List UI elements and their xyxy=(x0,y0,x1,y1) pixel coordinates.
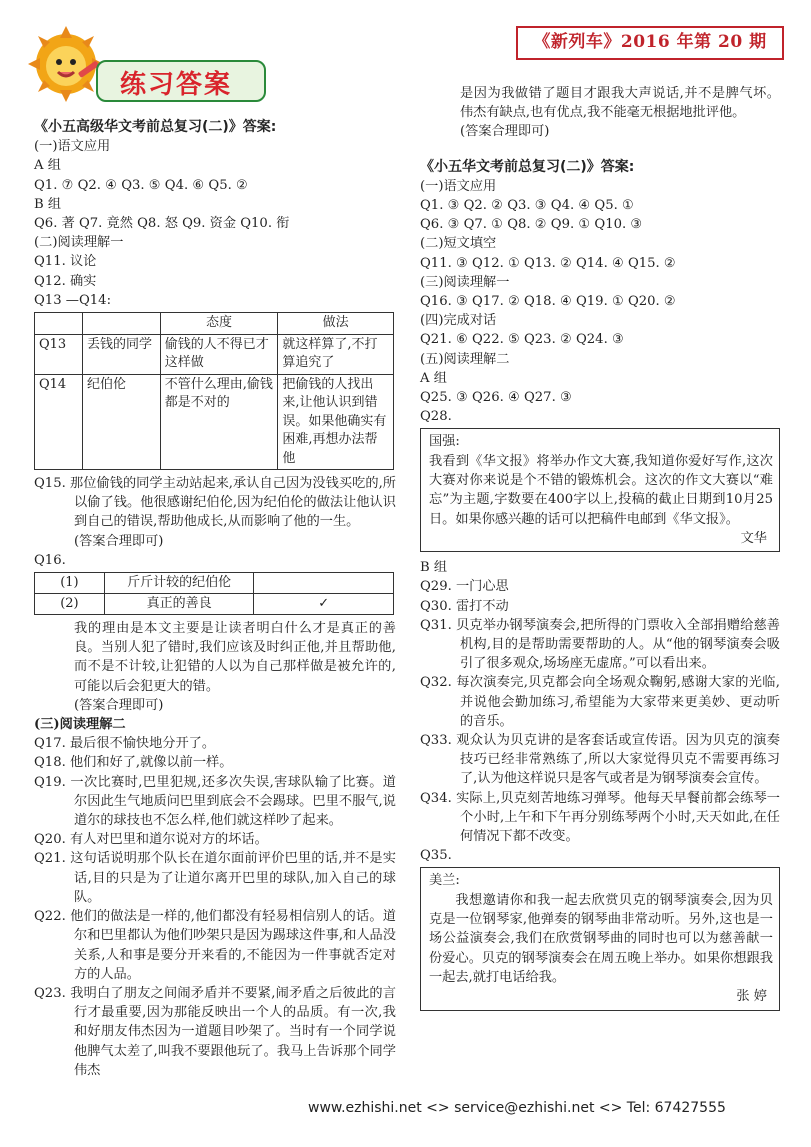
section-heading: (三)阅读理解二 xyxy=(34,717,126,733)
answer-q18: Q18. 他们和好了,就像以前一样。 xyxy=(34,755,233,771)
letter-body: 我想邀请你和我一起去欣赏贝克的钢琴演奏会,因为贝克是一位钢琴家,他弹奏的钢琴曲非常动听。另外,这也是一场公益演奏会,我们在欣赏钢琴曲的同时也可以为慈善献一份爱心。贝克的钢琴演奏会在周五晚上举办。如果你想跟我一起去,就打电话给我。 xyxy=(429,892,773,985)
answer-q23-continued: 是因为我做错了题目才跟我大声说话,并不是脾气坏。伟杰有缺点,也有优点,我不能毫无根据地批评他。 xyxy=(460,86,780,121)
table-cell: 纪伯伦 xyxy=(82,374,160,470)
section-heading: (三)阅读理解一 xyxy=(420,274,510,290)
answer-q34: Q34. 实际上,贝克刻苦地练习弹琴。他每天早餐前都会练琴一个小时,上午和下午再分别练琴两个小时,天天如此,在任何情况下都不改变。 xyxy=(420,790,780,845)
letter-body: 我看到《华文报》将举办作文大赛,我知道你爱好写作,这次大赛对你来说是个不错的锻炼机会。这次的作文大赛以“难忘”为主题,字数要在400字以上,投稿的截止日期到10月25日。如果你感兴趣的话可以把稿件电邮到《华文报》。 xyxy=(429,453,773,527)
table-cell: Q13 xyxy=(35,334,83,374)
table-cell xyxy=(254,573,394,594)
answer-q20: Q20. 有人对巴里和道尔说对方的坏话。 xyxy=(34,832,268,848)
table-row xyxy=(35,573,394,594)
answer-q19: Q19. 一次比赛时,巴里犯规,还多次失误,害球队输了比赛。道尔因此生气地质问巴里到底会不会踢球。巴里不服气,说道尔的球技也不怎么样,他们就这样吵了起来。 xyxy=(34,774,396,829)
answer-row: Q6. ③ Q7. ① Q8. ② Q9. ① Q10. ③ xyxy=(420,217,643,233)
group-label: B 组 xyxy=(420,560,448,576)
table-cell: Q14 xyxy=(35,374,83,470)
answer-note: (答案合理即可) xyxy=(74,697,164,713)
table-cell: 偷钱的人不得已才这样做 xyxy=(160,334,278,374)
answer-q29: Q29. 一门心思 xyxy=(420,579,509,595)
table-cell: 真正的善良 xyxy=(104,594,254,615)
table-cell: (1) xyxy=(35,573,105,594)
table-row xyxy=(35,374,394,470)
table-header-cell: 态度 xyxy=(160,313,278,335)
answer-row: Q1. ⑦ Q2. ④ Q3. ⑤ Q4. ⑥ Q5. ② xyxy=(34,177,248,193)
answer-row: Q1. ③ Q2. ② Q3. ③ Q4. ④ Q5. ① xyxy=(420,198,634,214)
answer-row: Q25. ③ Q26. ④ Q27. ③ xyxy=(420,390,572,406)
section-heading: (四)完成对话 xyxy=(420,313,497,329)
answer-q35-label: Q35. xyxy=(420,848,452,864)
answer-row: Q21. ⑥ Q22. ⑤ Q23. ② Q24. ③ xyxy=(420,332,624,348)
letter-salutation: 美兰: xyxy=(429,873,460,889)
lion-sun-mascot-icon xyxy=(26,24,106,104)
section-heading: (二)阅读理解一 xyxy=(34,235,124,251)
section-title-box xyxy=(96,60,266,102)
left-column xyxy=(34,118,396,1080)
letter-box-q35 xyxy=(420,867,780,1010)
section-title: 练习答案 xyxy=(120,70,233,100)
letter-signature: 张 婷 xyxy=(736,989,767,1005)
table-cell: 丢钱的同学 xyxy=(82,334,160,374)
table-header-cell: 做法 xyxy=(278,313,394,335)
answer-q17: Q17. 最后很不愉快地分开了。 xyxy=(34,736,216,752)
right-answer-title: 《小五华文考前总复习(二)》答案: xyxy=(420,158,635,175)
table-cell: 把偷钱的人找出来,让他认识到错误。如果他确实有困难,再想办法帮他 xyxy=(278,374,394,470)
group-label: A 组 xyxy=(34,158,61,174)
answer-q13-14-label: Q13 —Q14: xyxy=(34,292,112,308)
answer-q21: Q21. 这句话说明那个队长在道尔面前评价巴里的话,并不是实话,目的只是为了让道尔离开巴里的球队,加入自己的球队。 xyxy=(34,851,396,905)
left-answer-title: 《小五高级华文考前总复习(二)》答案: xyxy=(34,119,277,135)
section-heading: (一)语文应用 xyxy=(420,178,497,194)
answer-q16-label: Q16. xyxy=(34,552,66,568)
answer-q16-reason: 我的理由是本文主要是让读者明白什么才是真正的善良。当别人犯了错时,我们应该及时纠正他,并且帮助他,而不是不计较,让犯错的人以为自己那样做是被允许的,可能以后会犯更大的错。 xyxy=(74,621,396,694)
answer-note: (答案合理即可) xyxy=(74,533,164,549)
answer-q11: Q11. 议论 xyxy=(34,254,97,270)
table-header-cell xyxy=(35,313,83,335)
answer-note: (答案合理即可) xyxy=(460,124,550,140)
answer-row: Q11. ③ Q12. ① Q13. ② Q14. ④ Q15. ② xyxy=(420,255,676,271)
letter-box-q28 xyxy=(420,428,780,552)
answer-q15: Q15. 那位偷钱的同学主动站起来,承认自己因为没钱买吃的,所以偷了钱。他很感谢纪伯伦,因为纪伯伦的做法让他认识到自己的错误,帮助他成长,从而影响了他的一生。 xyxy=(34,476,396,530)
group-label: A 组 xyxy=(420,370,447,386)
answer-row: Q16. ③ Q17. ② Q18. ④ Q19. ① Q20. ② xyxy=(420,294,676,310)
answer-q30: Q30. 雷打不动 xyxy=(420,598,509,614)
table-cell: (2) xyxy=(35,594,105,615)
table-cell: 就这样算了,不打算追究了 xyxy=(278,334,394,374)
answer-q32: Q32. 每次演奏完,贝克都会向全场观众鞠躬,感谢大家的光临,并说他会勤加练习,希望能为大家带来更美妙、更动听的音乐。 xyxy=(420,675,780,729)
masthead-issue: 《新列车》2016 年第 20 期 xyxy=(516,26,784,60)
attitude-table xyxy=(34,312,394,470)
check-mark-icon: ✓ xyxy=(254,594,394,615)
table-header-row xyxy=(35,313,394,335)
answer-row: Q6. 著 Q7. 竟然 Q8. 怒 Q9. 资金 Q10. 衔 xyxy=(34,216,290,232)
table-row xyxy=(35,594,394,615)
group-label: B 组 xyxy=(34,196,62,212)
table-row xyxy=(35,334,394,374)
section-logo xyxy=(26,22,276,108)
answer-q28-label: Q28. xyxy=(420,409,452,425)
section-heading: (二)短文填空 xyxy=(420,236,497,252)
choice-table xyxy=(34,572,394,615)
section-heading: (五)阅读理解二 xyxy=(420,351,510,367)
answer-q33: Q33. 观众认为贝克讲的是客套话或宣传语。因为贝克的演奏技巧已经非常熟练了,所以大家觉得贝克不需要再练习了,认为他这样说只是客气或者是为钢琴演奏会宣传。 xyxy=(420,733,780,787)
right-column xyxy=(420,84,780,1017)
answer-q12: Q12. 确实 xyxy=(34,273,97,289)
footer-contact: www.ezhishi.net <> service@ezhishi.net <> Tel: 67427555 xyxy=(308,1100,726,1116)
letter-signature: 文华 xyxy=(740,530,767,546)
table-cell: 不管什么理由,偷钱都是不对的 xyxy=(160,374,278,470)
letter-salutation: 国强: xyxy=(429,434,460,450)
answer-q31: Q31. 贝克举办钢琴演奏会,把所得的门票收入全部捐赠给慈善机构,目的是帮助需要帮助的人。从“他的钢琴演奏会吸引了很多观众,场场座无虚席。”可以看出来。 xyxy=(420,617,780,672)
table-header-cell xyxy=(82,313,160,335)
table-cell: 斤斤计较的纪伯伦 xyxy=(104,573,254,594)
answer-q23: Q23. 我明白了朋友之间闹矛盾并不要紧,闹矛盾之后彼此的言行才最重要,因为那能反映出一个人的品质。有一次,我和好朋友伟杰因为一道题目吵架了。当时有一个同学说他脾气太差了,叫我不要跟他玩了。我马上告诉那个同学伟杰 xyxy=(34,985,396,1078)
answer-q22: Q22. 他们的做法是一样的,他们都没有轻易相信别人的话。道尔和巴里都认为他们吵架只是因为踢球这件事,和人品没关系,人和事是要分开来看的,不能因为一件事就否定对方的人品。 xyxy=(34,909,396,982)
section-heading: (一)语文应用 xyxy=(34,139,111,155)
